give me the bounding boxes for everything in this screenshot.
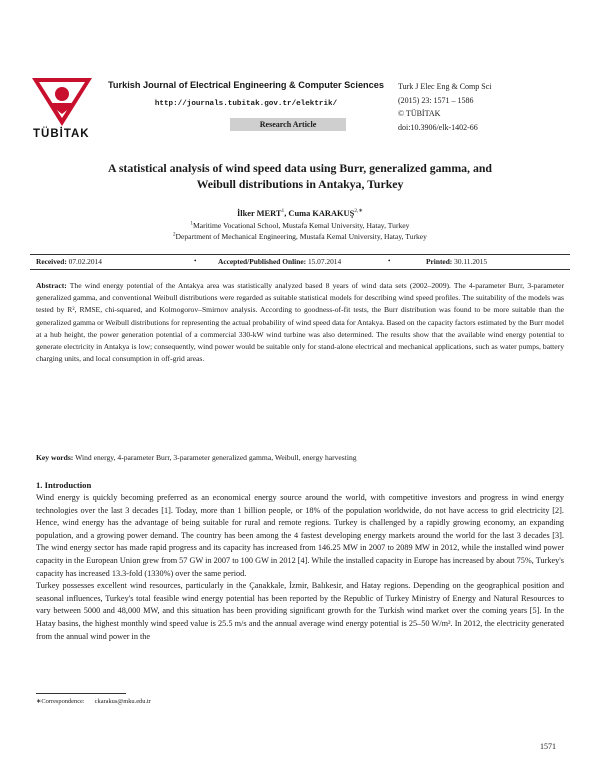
accepted-date (218, 257, 341, 266)
footnote-divider (36, 693, 126, 694)
paragraph: Wind energy is quickly becoming preferred as an economical energy source around the world, with competitive investors and progress in wind energy technologies over the last 3 decades [1]. Today, more than 1 billion people, or 18% of the population worldwide, do not have access to grid electricity [2]. Hence, wind energy has the advantage of being suitable for rural and remote regions. Turkey is challenged by a rapidly growing economy, an expanding population, and a growing power demand. The country has been among the 4 fastest developing energy markets around the world for the last 3 decades [3]. The wind energy sector has made rapid progress and its capacity has increased from 146.25 MW in 2007 to 2089 MW in 2012, while the installed wind power capacity in the European Union grew from 57 GW in 2007 to 100 GW in 2012 [4]. While the installed capacity in Europe has increased by about 75%, Turkey's capacity has increased 13.3-fold (1330%) over the same period. (36, 493, 564, 578)
section-heading: 1. Introduction (36, 480, 92, 490)
divider (30, 254, 570, 255)
accepted-label: Accepted/Published Online: (218, 257, 307, 266)
keywords-label: Key words: (36, 453, 74, 462)
author-name: Cuma KARAKUŞ (288, 208, 355, 218)
citation-volume: (2015) 23: 1571 – 1586 (398, 95, 474, 105)
paper-title (30, 160, 570, 192)
keywords (36, 453, 564, 462)
abstract (36, 280, 564, 365)
introduction-body (36, 492, 564, 643)
author-name: İlker MERT (237, 208, 282, 218)
dates-bar (30, 257, 570, 269)
affiliation-sup: 2 (173, 232, 176, 238)
keywords-text: Wind energy, 4-parameter Burr, 3-parameter generalized gamma, Weibull, energy harvesting (75, 453, 357, 462)
printed-date (426, 257, 487, 266)
journal-name: Turkish Journal of Electrical Engineering & Computer Sciences (107, 80, 385, 90)
article-type-badge: Research Article (230, 118, 346, 131)
accepted-value: 15.07.2014 (307, 257, 342, 266)
author-sup: 2,∗ (354, 208, 363, 214)
footnote-label: ∗Correspondence: (36, 698, 85, 705)
printed-label: Printed: (426, 257, 453, 266)
journal-url[interactable]: http://journals.tubitak.gov.tr/elektrik/ (154, 100, 338, 108)
divider (30, 269, 570, 270)
printed-value: 30.11.2015 (454, 257, 488, 266)
bullet-separator: • (194, 257, 197, 265)
affiliation-text: Maritime Vocational School, Mustafa Kemal University, Hatay, Turkey (193, 221, 410, 230)
footnote (36, 697, 151, 705)
citation-box (398, 80, 570, 134)
paragraph: Turkey possesses excellent wind resources, particularly in the Çanakkale, İzmir, Balıkesir, and Hatay regions. Depending on the geographical position and seasonal influences, Turkey's total feasible wind energy potential has been reported by the Republic of Turkey Ministry of Energy and Natural Resources to vary between 5000 and 48,000 MW, and this situation has been providing significant growth for the Turkish wind market over the coming years [5]. In the Hatay basins, the highest monthly wind speed value is 25.5 m/s and the annual average wind energy potential is 25–50 W/m². In 2012, the electricity generated from the annual wind power in the (36, 581, 564, 641)
received-value: 07.02.2014 (68, 257, 102, 266)
logo-wordmark: TÜBİTAK (33, 128, 90, 140)
abstract-text: The wind energy potential of the Antakya area was statistically analyzed based 8 years of wind data sets (2002–2009). The 4-parameter Burr, 3-parameter generalized gamma, and conventional Weibull distributions were regarded as suitable statistical models for describing wind speed profiles. The suitability of the models was tested by R², RMSE, chi-squared, and Kolmogorov–Smirnov analysis. According to goodness-of-fit tests, the Burr distribution was found to be more suitable than the generalized gamma or Weibull distributions for representing the actual probability of wind speed data for Antakya. Based on the capacity factors estimated by the Burr model at a hub height, the power generation potential of a commercial 330-kW wind turbine was also determined. The results show that the available wind energy potential to generate electricity in Antakya is low; consequently, wind power would be suitable only for stand-alone electrical and mechanical applications, such as water pumps, battery charging units, and local consumption in off-grid areas. (36, 281, 565, 364)
footnote-email[interactable]: ckarakus@mku.edu.tr (94, 698, 151, 705)
title-line: A statistical analysis of wind speed data using Burr, generalized gamma, and (108, 161, 492, 175)
citation-journal: Turk J Elec Eng & Comp Sci (398, 82, 492, 91)
page-number: 1571 (540, 742, 556, 751)
received-label: Received: (36, 257, 67, 266)
author-separator: , (284, 208, 289, 218)
affiliation-1 (30, 221, 570, 230)
citation-copyright: © TÜBİTAK (398, 109, 441, 118)
title-line: Weibull distributions in Antakya, Turkey (196, 177, 404, 191)
affiliation-2 (30, 232, 570, 241)
tubitak-logo (30, 76, 94, 128)
tubitak-logo-icon (30, 76, 94, 128)
abstract-label: Abstract: (36, 281, 67, 290)
affiliation-text: Department of Mechanical Engineering, Mustafa Kemal University, Hatay, Turkey (175, 232, 427, 241)
bullet-separator: • (388, 257, 391, 265)
author-list (30, 208, 570, 218)
received-date (36, 257, 102, 266)
affiliation-sup: 1 (190, 221, 194, 227)
citation-doi[interactable]: doi:10.3906/elk-1402-66 (398, 122, 478, 132)
author-sup: 1 (281, 208, 285, 214)
